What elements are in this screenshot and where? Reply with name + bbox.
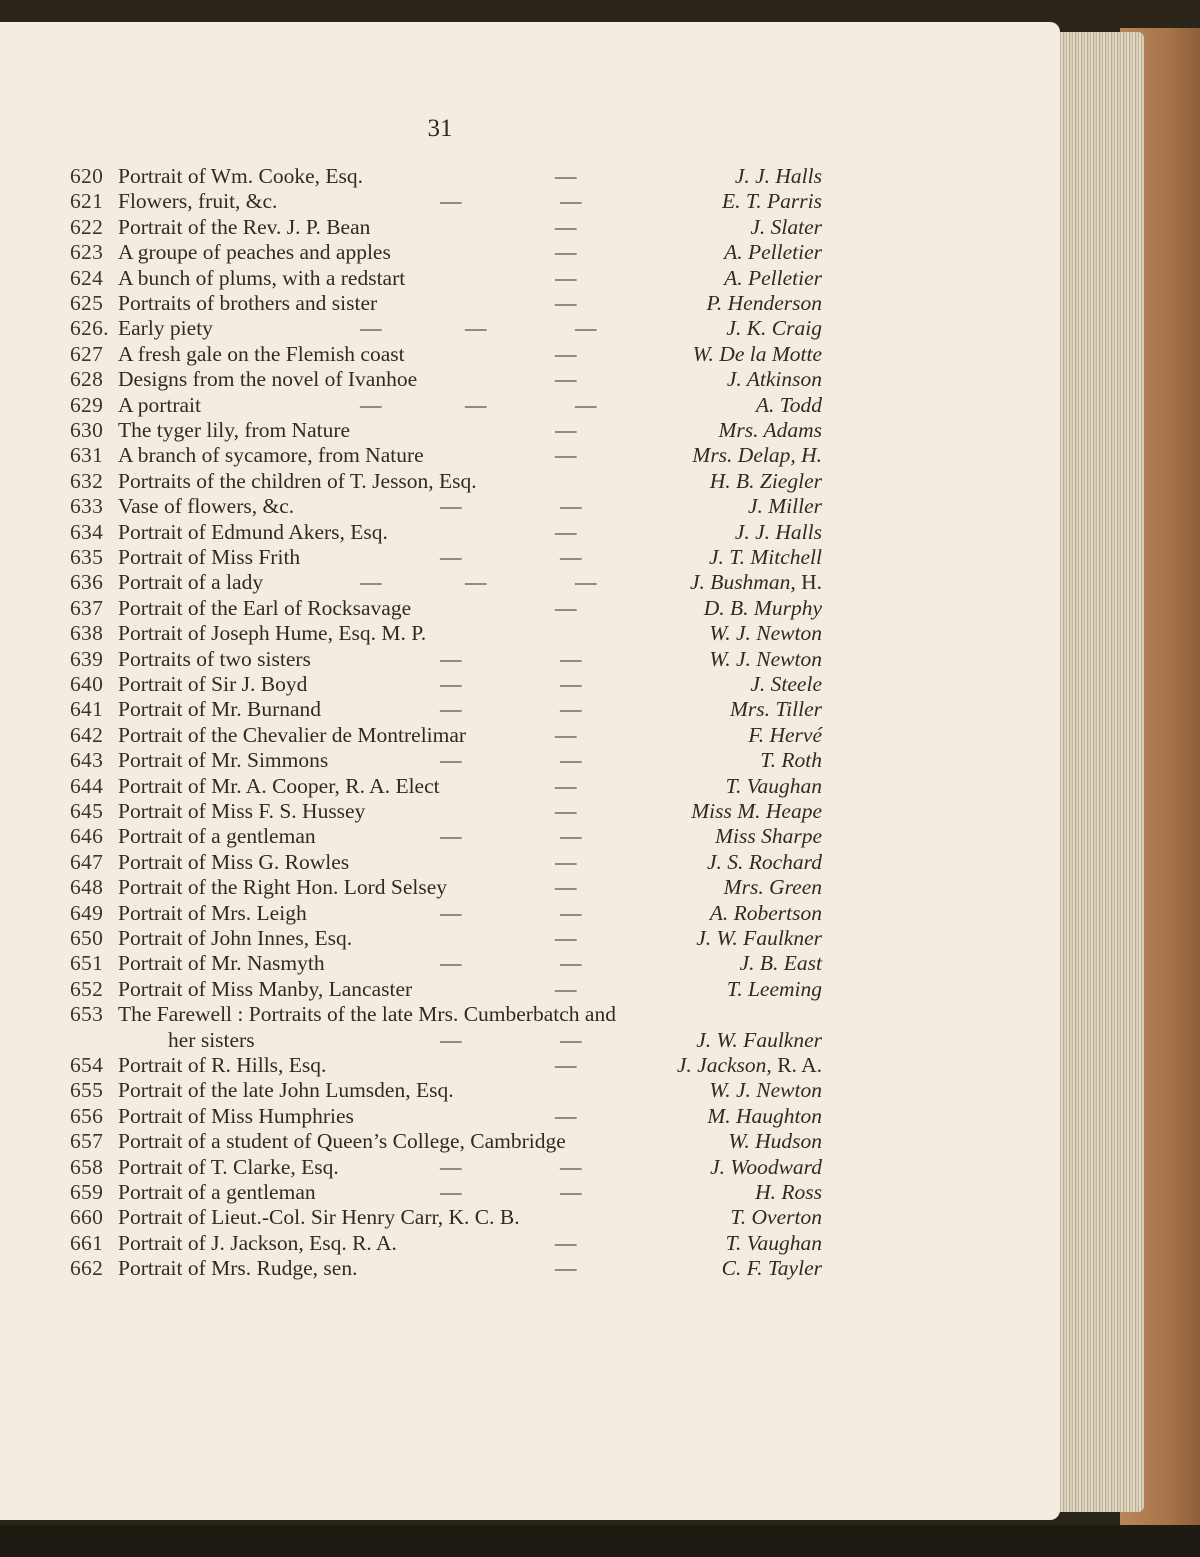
entry-artist xyxy=(709,1077,822,1103)
artist-name: J. Jackson, xyxy=(676,1053,772,1077)
leader-dash: — xyxy=(555,799,577,823)
leader-dash: — xyxy=(555,214,577,239)
list-item xyxy=(0,442,900,468)
entry-artist xyxy=(750,671,822,697)
list-item xyxy=(0,646,900,672)
entry-artist xyxy=(707,290,822,316)
entry-title: Portrait of Miss F. S. Hussey xyxy=(118,799,366,823)
page-number: 31 xyxy=(427,115,453,142)
list-item xyxy=(0,1128,900,1154)
leader-dash: — xyxy=(555,1256,577,1281)
leader-dash: — xyxy=(555,418,577,442)
entry-title: A fresh gale on the Flemish coast xyxy=(118,341,405,366)
artist-name: Mrs. Delap, H. xyxy=(692,443,822,468)
list-item xyxy=(0,1230,900,1256)
artist-name: A. Robertson xyxy=(709,900,822,925)
entry-title: Portrait of the late John Lumsden, Esq. xyxy=(118,1078,454,1103)
entry-artist xyxy=(724,239,822,265)
entry-artist xyxy=(755,1179,822,1205)
leader-dash: — xyxy=(560,1027,582,1052)
list-item xyxy=(0,341,900,367)
leader-dash: — xyxy=(440,748,462,773)
list-item xyxy=(0,823,900,849)
entry-artist xyxy=(722,188,822,214)
entry-artist xyxy=(730,1204,822,1230)
entry-title: Portrait of Miss Frith xyxy=(118,545,301,569)
leader-dash: — xyxy=(465,316,487,341)
artist-name: W. J. Newton xyxy=(709,1078,822,1103)
entry-artist xyxy=(727,976,822,1002)
list-item xyxy=(0,595,900,621)
artist-name: H. Ross xyxy=(755,1180,822,1204)
leader-dash: — xyxy=(360,316,382,341)
artist-name: A. Pelletier xyxy=(724,240,822,265)
entry-title: Portraits of the children of T. Jesson, Esq. xyxy=(118,468,477,493)
leader-dash: — xyxy=(465,392,487,417)
artist-name: T. Overton xyxy=(730,1205,822,1230)
entry-number: 624 xyxy=(70,265,104,290)
entry-artist xyxy=(718,417,822,443)
leader-dash: — xyxy=(555,240,577,265)
artist-name: F. Hervé xyxy=(748,722,822,747)
scan-bottom-edge xyxy=(0,1525,1200,1557)
entry-artist xyxy=(730,696,822,722)
entry-artist xyxy=(735,519,822,545)
list-item xyxy=(0,519,900,545)
artist-name: A. Pelletier xyxy=(724,265,822,290)
leader-dash: — xyxy=(560,545,582,569)
entry-artist xyxy=(709,646,822,672)
list-item xyxy=(0,976,900,1002)
entry-artist xyxy=(750,214,822,240)
artist-name: P. Henderson xyxy=(706,291,822,315)
list-item xyxy=(0,239,900,265)
entry-artist xyxy=(760,747,822,773)
entry-title: Portrait of Miss G. Rowles xyxy=(118,849,350,874)
artist-name: C. F. Tayler xyxy=(721,1256,822,1281)
entry-artist xyxy=(693,341,822,367)
leader-dash: — xyxy=(440,824,462,849)
entry-number: 631 xyxy=(70,443,104,468)
entry-artist xyxy=(756,392,822,418)
entry-artist xyxy=(677,1052,822,1078)
leader-dash: — xyxy=(560,900,582,925)
list-item xyxy=(0,925,900,951)
entry-number: 637 xyxy=(70,595,104,620)
entry-title: A branch of sycamore, from Nature xyxy=(118,443,424,468)
list-item xyxy=(0,798,900,824)
leader-dash: — xyxy=(555,265,577,290)
entry-title: Portrait of T. Clarke, Esq. xyxy=(118,1154,339,1179)
list-item xyxy=(0,493,900,519)
entry-artist xyxy=(748,722,822,748)
leader-dash: — xyxy=(560,494,582,519)
entry-number: 649 xyxy=(70,900,104,925)
leader-dash: — xyxy=(440,951,462,976)
entry-title: Portraits of brothers and sister xyxy=(118,291,378,315)
leader-dash: — xyxy=(555,722,577,747)
leader-dash: — xyxy=(555,367,577,392)
entry-artist xyxy=(724,265,822,291)
leader-dash: — xyxy=(555,1103,577,1128)
entry-artist xyxy=(696,1027,822,1053)
artist-name: J. T. Mitchell xyxy=(708,545,822,569)
artist-name: Mrs. Tiller xyxy=(730,697,822,722)
entry-title: Portrait of Lieut.-Col. Sir Henry Carr, K. C. B. xyxy=(118,1205,520,1230)
artist-name: J. J. Halls xyxy=(734,519,822,544)
entry-number: 645 xyxy=(70,799,104,823)
entry-number: 636 xyxy=(70,570,104,595)
list-item xyxy=(0,620,900,646)
entry-title: Portrait of Mr. Burnand xyxy=(118,697,322,722)
artist-name: J. W. Faulkner xyxy=(696,1027,822,1052)
entry-title: Portrait of John Innes, Esq. xyxy=(118,926,353,950)
leader-dash: — xyxy=(360,570,382,595)
leader-dash: — xyxy=(560,672,582,696)
entry-number: 648 xyxy=(70,875,104,900)
artist-name: A. Todd xyxy=(755,392,822,417)
entry-artist xyxy=(735,163,822,189)
entry-title: The Farewell : Portraits of the late Mrs. Cumberbatch and xyxy=(118,1002,616,1027)
entry-number: 642 xyxy=(70,722,104,747)
entry-number: 661 xyxy=(70,1230,104,1255)
entry-number: 629 xyxy=(70,392,104,417)
leader-dash: — xyxy=(560,697,582,722)
entry-number: 639 xyxy=(70,646,104,671)
artist-name: J. Slater xyxy=(750,214,822,239)
entry-number: 659 xyxy=(70,1180,104,1204)
entry-number: 654 xyxy=(70,1053,104,1077)
leader-dash: — xyxy=(360,392,382,417)
entry-artist xyxy=(709,544,822,570)
list-item xyxy=(0,1103,900,1129)
entry-artist xyxy=(728,1128,822,1154)
entry-artist xyxy=(692,442,822,468)
entry-title: Vase of flowers, &c. xyxy=(118,494,295,519)
entry-artist xyxy=(726,1230,822,1256)
leader-dash: — xyxy=(440,697,462,722)
entry-number: 647 xyxy=(70,849,104,874)
list-item xyxy=(0,1001,900,1027)
entry-title: Portrait of Mr. Nasmyth xyxy=(118,951,325,976)
entry-number: 633 xyxy=(70,494,104,519)
entry-artist xyxy=(710,1154,822,1180)
list-item xyxy=(0,315,900,341)
entry-title: Portrait of a gentleman xyxy=(118,824,316,849)
entry-artist xyxy=(709,620,822,646)
entry-title: Portrait of Miss Humphries xyxy=(118,1103,354,1128)
entry-title: A groupe of peaches and apples xyxy=(118,240,391,265)
list-item xyxy=(0,1154,900,1180)
entry-title: Portrait of Mrs. Rudge, sen. xyxy=(118,1256,358,1281)
entry-artist xyxy=(690,569,822,595)
entry-number: 656 xyxy=(70,1103,104,1128)
entry-number: 621 xyxy=(70,189,104,214)
entry-number: 641 xyxy=(70,697,104,722)
entry-artist xyxy=(707,1103,822,1129)
leader-dash: — xyxy=(555,443,577,468)
leader-dash: — xyxy=(465,570,487,595)
entry-number: 620 xyxy=(70,164,104,188)
leader-dash: — xyxy=(560,189,582,214)
entry-number: 625 xyxy=(70,291,104,315)
entry-artist xyxy=(710,468,822,494)
entry-title: Portrait of a student of Queen’s College, Cambridge xyxy=(118,1129,566,1154)
entry-number: 650 xyxy=(70,926,104,950)
entry-artist xyxy=(724,874,822,900)
leader-dash: — xyxy=(555,976,577,1001)
entry-title: Flowers, fruit, &c. xyxy=(118,189,278,214)
entry-number: 662 xyxy=(70,1256,104,1281)
list-item xyxy=(0,849,900,875)
leader-dash: — xyxy=(555,1053,577,1077)
entry-number: 627 xyxy=(70,341,104,366)
entry-title: A portrait xyxy=(118,392,201,417)
leader-dash: — xyxy=(555,341,577,366)
entry-artist xyxy=(748,493,822,519)
artist-name: Miss M. Heape xyxy=(691,799,822,823)
entry-title: Portrait of the Rev. J. P. Bean xyxy=(118,214,371,239)
leader-dash: — xyxy=(560,1154,582,1179)
entry-number: 638 xyxy=(70,621,104,646)
artist-name: Mrs. Adams xyxy=(718,418,822,442)
entry-number: 658 xyxy=(70,1154,104,1179)
leader-dash: — xyxy=(440,900,462,925)
entry-number: 644 xyxy=(70,773,104,798)
artist-name: J. Steele xyxy=(750,672,822,696)
list-item xyxy=(0,1255,900,1281)
artist-name: J. J. Halls xyxy=(734,164,822,188)
entry-number: 623 xyxy=(70,240,104,265)
list-item xyxy=(0,468,900,494)
artist-name: T. Vaughan xyxy=(725,1230,822,1255)
artist-name: W. J. Newton xyxy=(709,646,822,671)
entry-number: 653 xyxy=(70,1002,104,1027)
leader-dash: — xyxy=(555,1230,577,1255)
entry-title: Designs from the novel of Ivanhoe xyxy=(118,367,418,392)
leader-dash: — xyxy=(555,875,577,900)
list-item xyxy=(0,671,900,697)
leader-dash: — xyxy=(440,545,462,569)
leader-dash: — xyxy=(560,951,582,976)
artist-name: D. B. Murphy xyxy=(703,595,822,620)
list-item xyxy=(0,392,900,418)
artist-name: J. S. Rochard xyxy=(706,849,822,874)
entry-number: 657 xyxy=(70,1129,104,1154)
leader-dash: — xyxy=(575,316,597,341)
entry-artist xyxy=(707,849,822,875)
list-item xyxy=(0,1052,900,1078)
entry-number: 635 xyxy=(70,545,104,569)
entry-number: 651 xyxy=(70,951,104,976)
artist-name: T. Vaughan xyxy=(725,773,822,798)
list-item xyxy=(0,214,900,240)
leader-dash: — xyxy=(440,1180,462,1204)
entry-number: 628 xyxy=(70,367,104,392)
list-item xyxy=(0,747,900,773)
artist-name: T. Leeming xyxy=(726,976,822,1001)
list-item xyxy=(0,265,900,291)
leader-dash: — xyxy=(555,926,577,950)
leader-dash: — xyxy=(560,824,582,849)
entry-title: Portrait of Sir J. Boyd xyxy=(118,672,308,696)
artist-name: J. B. East xyxy=(739,951,822,976)
list-item xyxy=(0,290,900,316)
entry-number: 643 xyxy=(70,748,104,773)
artist-name: Miss Sharpe xyxy=(715,824,822,849)
leader-dash: — xyxy=(555,519,577,544)
entry-artist xyxy=(740,950,822,976)
artist-name: J. Woodward xyxy=(710,1154,822,1179)
entry-title: her sisters xyxy=(168,1027,255,1052)
leader-dash: — xyxy=(555,291,577,315)
artist-name: J. W. Faulkner xyxy=(696,926,822,950)
list-item xyxy=(0,773,900,799)
list-item xyxy=(0,188,900,214)
entry-number: 655 xyxy=(70,1078,104,1103)
entry-title: Portrait of Mr. Simmons xyxy=(118,748,329,773)
entry-number: 626. xyxy=(70,316,109,341)
leader-dash: — xyxy=(560,646,582,671)
list-item xyxy=(0,163,900,189)
artist-name: J. K. Craig xyxy=(726,316,822,341)
artist-name: J. Bushman, xyxy=(690,570,796,595)
list-item xyxy=(0,417,900,443)
list-item xyxy=(0,1204,900,1230)
leader-dash: — xyxy=(555,164,577,188)
list-item xyxy=(0,722,900,748)
leader-dash: — xyxy=(440,189,462,214)
entry-number: 660 xyxy=(70,1205,104,1230)
entry-number: 646 xyxy=(70,824,104,849)
leader-dash: — xyxy=(555,773,577,798)
entry-artist xyxy=(691,798,822,824)
artist-name: T. Roth xyxy=(760,748,822,773)
artist-name: W. Hudson xyxy=(728,1129,822,1154)
entry-number: 622 xyxy=(70,214,104,239)
entry-artist xyxy=(722,1255,822,1281)
leader-dash: — xyxy=(440,672,462,696)
list-item xyxy=(0,1077,900,1103)
entry-artist xyxy=(696,925,822,951)
list-item xyxy=(0,569,900,595)
entry-number: 634 xyxy=(70,519,104,544)
artist-name: M. Haughton xyxy=(707,1103,822,1128)
entry-number: 632 xyxy=(70,468,104,493)
entry-title: Early piety xyxy=(118,316,213,341)
list-item xyxy=(0,900,900,926)
entry-title: Portrait of a gentleman xyxy=(118,1180,316,1204)
artist-suffix: R. A. xyxy=(771,1053,822,1077)
entry-artist xyxy=(704,595,822,621)
entry-title: A bunch of plums, with a redstart xyxy=(118,265,406,290)
entry-title: Portrait of J. Jackson, Esq. R. A. xyxy=(118,1230,397,1255)
artist-name: H. B. Ziegler xyxy=(709,468,822,493)
leader-dash: — xyxy=(575,570,597,595)
entry-title: Portrait of Edmund Akers, Esq. xyxy=(118,519,388,544)
entry-title: Portrait of Miss Manby, Lancaster xyxy=(118,976,413,1001)
leader-dash: — xyxy=(575,392,597,417)
entry-artist xyxy=(726,315,822,341)
list-item xyxy=(0,544,900,570)
entry-number: 630 xyxy=(70,418,104,442)
leader-dash: — xyxy=(440,1027,462,1052)
entry-title: Portrait of Joseph Hume, Esq. M. P. xyxy=(118,621,427,646)
list-item xyxy=(0,1179,900,1205)
artist-name: J. Atkinson xyxy=(726,367,822,392)
leader-dash: — xyxy=(560,748,582,773)
entry-artist xyxy=(727,366,822,392)
entry-title: Portrait of Mrs. Leigh xyxy=(118,900,307,925)
artist-name: W. J. Newton xyxy=(709,621,822,646)
artist-suffix: H. xyxy=(795,570,822,595)
entry-artist xyxy=(715,823,822,849)
list-item xyxy=(0,696,900,722)
leader-dash: — xyxy=(440,1154,462,1179)
artist-name: Mrs. Green xyxy=(723,875,822,900)
list-item xyxy=(0,366,900,392)
list-item xyxy=(0,950,900,976)
entry-number: 640 xyxy=(70,672,104,696)
list-item xyxy=(0,1027,900,1053)
entry-title: Portrait of the Right Hon. Lord Selsey xyxy=(118,875,448,900)
entry-title: Portrait of the Chevalier de Montrelimar xyxy=(118,722,467,747)
artist-name: E. T. Parris xyxy=(722,189,822,214)
leader-dash: — xyxy=(555,595,577,620)
leader-dash: — xyxy=(440,494,462,519)
entry-title: Portraits of two sisters xyxy=(118,646,311,671)
entry-artist xyxy=(726,773,822,799)
leader-dash: — xyxy=(555,849,577,874)
entry-artist xyxy=(710,900,822,926)
artist-name: J. Miller xyxy=(747,494,822,519)
entry-title: Portrait of the Earl of Rocksavage xyxy=(118,595,412,620)
entry-title: Portrait of R. Hills, Esq. xyxy=(118,1053,327,1077)
entry-title: The tyger lily, from Nature xyxy=(118,418,351,442)
entry-number: 652 xyxy=(70,976,104,1001)
leader-dash: — xyxy=(560,1180,582,1204)
entry-title: Portrait of Wm. Cooke, Esq. xyxy=(118,164,364,188)
entry-title: Portrait of Mr. A. Cooper, R. A. Elect xyxy=(118,773,440,798)
artist-name: W. De la Motte xyxy=(692,341,822,366)
entry-title: Portrait of a lady xyxy=(118,570,264,595)
leader-dash: — xyxy=(440,646,462,671)
list-item xyxy=(0,874,900,900)
